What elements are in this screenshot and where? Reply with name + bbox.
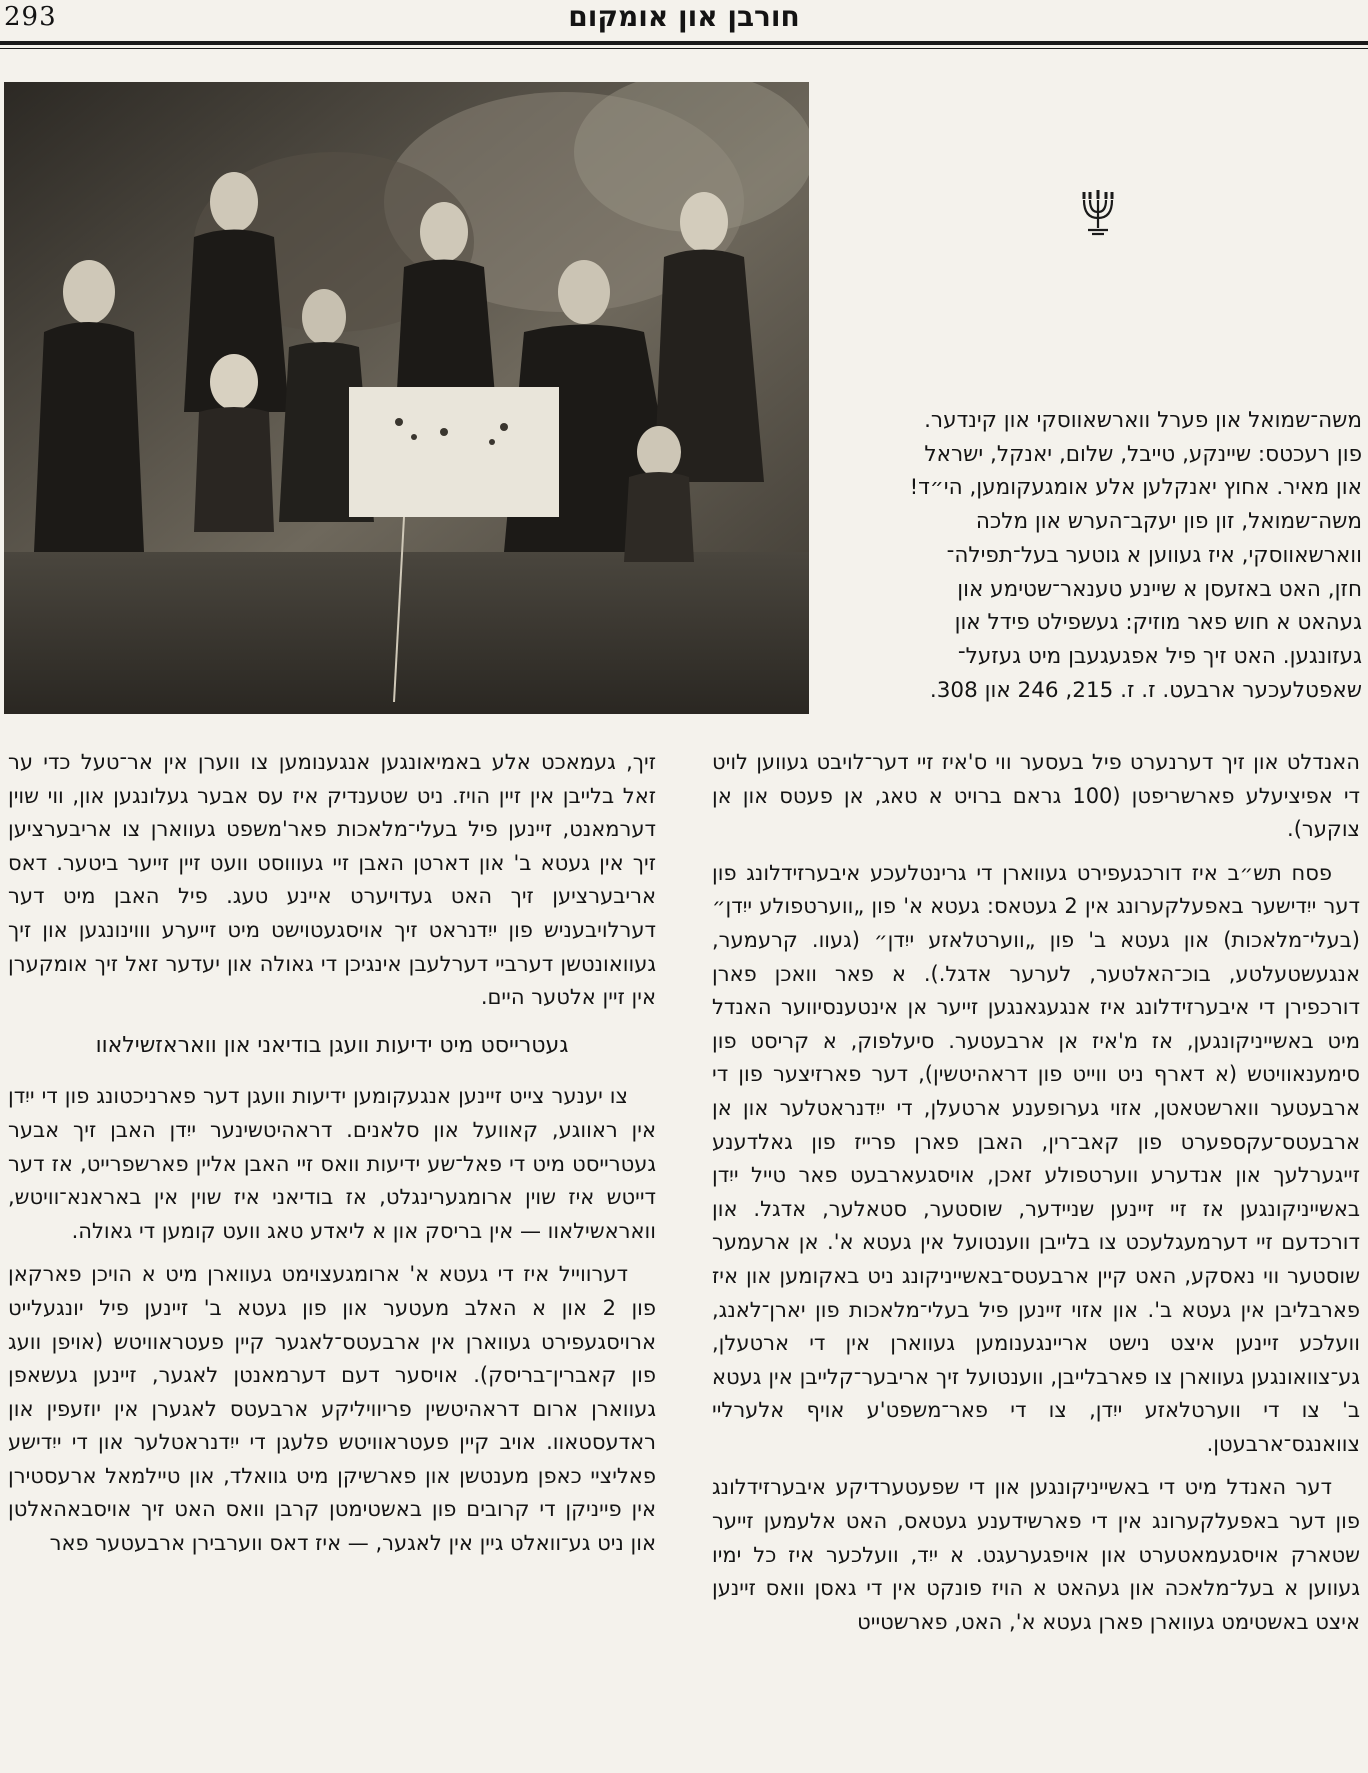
caption-line: ווארשאווסקי, איז געווען א גוטער בעל־תפילה־ xyxy=(946,542,1362,568)
caption-line: געהאט א חוש פאר מוזיק: געשפילט פידל און xyxy=(954,610,1362,636)
section-heading: געטרייסט מיט ידיעות וועגן בודיאני און וואראזשילאוו xyxy=(95,1032,569,1058)
caption-line: שאפטלעכער ארבעט. ז. ז. 215, 246 און 308. xyxy=(929,677,1362,703)
caption-line: משה־שמואל, זון פון יעקב־הערש און מלכה xyxy=(975,509,1362,535)
paragraph: צו יענער צייט זיינען אנגעקומען ידיעות וועגן דער פארניכטונג פון די ייִדן אין ראווגע, קאוועל און סלאנים. דראהיטשינער ייִדן האבן זיך אבער געטרייסט מיט די פאל־שע ידיעות וואס זיי האבן אליין פארשפרייט, אז דער דייטש איז שוין ארומגערינגלט, אז בודיאני איז שוין אין באראנא־וויטש, וואראשילאוו — אין בריסק און א ליאדע טאג וועט קומען די גאולה. xyxy=(8,1084,656,1243)
page-number: 293 xyxy=(4,2,57,32)
right-text-column xyxy=(712,746,1360,1649)
menorah-icon xyxy=(1078,190,1118,236)
left-text-column xyxy=(8,746,656,1571)
paragraph: זיך, געמאכט אלע באמיאונגען אנגענומען צו ווערן אין אר־טעל כדי ער זאל בלייבן אין זיין הויז. ניט שטענדיק איז עס אבער געלונגען און, ווי שוין דערמאנט, זיינען פיל בעלי־מלאכות פאר'משפט געווארן צו אריבערציען זיך אין געטא ב' און דארטן האבן זיי געוווסט וועט זיין זייער ביטער. דאס אריבערציען זיך האט געדויערט איינע טעג. פיל האבן מיט דער דערלויבעניש פון ייִדנראט זיך אויסגעטוישט מיט זייערע וווינונגען און זיך געוואונטשן דערביי דערלעבן אינגיכן די גאולה און יעדער זאל זיך אומקערן אין זיין אלטער היים. xyxy=(8,750,656,1010)
header-rule-thin xyxy=(0,48,1368,49)
paragraph: האנדלט און זיך דערנערט פיל בעסער ווי ס'איז זיי דער־לויבט געווען לויט די אפיציעלע פארשריפטן (100 גראם ברויט א טאג, אן פעטס און אן צוקער). xyxy=(712,750,1360,842)
paragraph: דערווייל איז די געטא א' ארומגעצוימט געווארן מיט א הויכן פארקאן פון 2 און א האלב מעטער און פון געטא ב' זיינען פיל יונגעלייט ארויסגעפירט געווארן אין ארבעטס־לאגער קיין פעטראוויטש (אויפן וועג פון קאברין־בריסק). אויסער דעם דערמאנטן לאגער, זיינען געשאפן געווארן ארום דראהיטשין פריוויליקע ארבעטס לאגערן אין יוזעפין און ראדעסטאוו. אויב קיין פעטראוויטש פלעגן די ייִדנראטלער און די ייִדישע פאליציי כאפן מענטשן און פארשיקן מיט גוואלד, און טיילמאל ארעסטירן אין פייניקן די קרובים פון באשטימטן קרבן וואס האט זיך אויסבאהאלטן און ניט גע־וואלט גיין אין לאגער, — איז דאס ווערבירן ארבעטער פאר xyxy=(8,1262,657,1556)
family-photo-drawing xyxy=(4,82,809,714)
caption-line: חזן, האט באזעסן א שיינע טענאר־שטימע און xyxy=(957,576,1362,602)
caption-line: פון רעכטס: שיינקע, טייבל, שלום, יאנקל, ישראל xyxy=(924,441,1362,467)
paragraph: פסח תש״ב איז דורכגעפירט געווארן די גרינטלעכע איבערזידלונג פון דער ייִדישער באפעלקערונג אין 2 געטאס: געטא א' פון „ווערטפולע ייִדן״ (בעלי־מלאכות) און געטא ב' פון „ווערטלאזע ייִדן״ (געוו. קרעמער, אנגעשטעלטע, בוכ־האלטער, לערער אדגל.). א פאר וואכן פארן דורכפירן די איבערזידלונג איז אנגעגאנגען זייער אן אינטענסיווער האנדל מיט באשייניקונגען, אז מ'איז אן ארבעטער. סיעלפוק, א קריסט פון סימענאוויטש (א דארף ניט ווייט פון דראהיטשין), דער פארזיצער פון די ארבעטער ווארשטאטן, אזוי גערופענע ארטעלן, די ייִדנראטלער און אן ארבעטס־עקספערט פון קאב־רין, האבן פארן פרייז פון גאלדענע זייגערלעך און אנדערע ווערטפולע זאכן, אויסגעארבעט פאר טייל ייִדן באשייניקונגען אז זיי זיינען שניידער, שוסטער, סטאלער, אדגל. און דורכדעם זיי דערמעגלעכט צו בלייבן ווענטועל אין געטא א'. אן ארעמער שוסטער ווי נאסקע, האט קיין ארבעטס־באשייניקונג ניט באקומען און איז פארבליבן אין געטא ב'. און אזוי זיינען פיל בעלי־מלאכות פון יארן־לאנג, וועלכע זיינען איצט נישט אריינגענומען געווארן אין די ארטעלן, גע־צוואונגען געווארן צו פארבלייבן, ווענטועל זיך אריבער־קלייבן אין געטא ב' צו די ווערטלאזע ייִדן, צו די פאר־משפט'ע אויף אלערליי צוואנגס־ארבעטן. xyxy=(712,860,1360,1456)
caption-line: געזונגען. האט זיך פיל אפגעגעבן מיט געזעל־ xyxy=(957,643,1362,669)
paragraph: דער האנדל מיט די באשייניקונגען און די שפעטערדיקע איבערזידלונג פון דער באפעלקערונג אין די פארשידענע געטאס, האט אלעמען זייער שטארק אויסגעמאטערט און אויפגערעגט. א ייִד, וועלכער איז כל ימיו געווען א בעל־מלאכה און געהאט א הויז פונקט אין די גאסן וואס זיינען איצט באשטימט געווארן פארן געטא א', האט, פארשטייט xyxy=(712,1475,1360,1634)
photo-caption xyxy=(832,404,1362,707)
running-title: חורבן און אומקום xyxy=(568,0,800,33)
caption-line: משה־שמואל און פערל ווארשאווסקי און קינדער. xyxy=(924,408,1362,433)
caption-line: און מאיר. אחוץ יאנקלען אלע אומגעקומען, הי״ד! xyxy=(909,475,1362,501)
family-photo xyxy=(4,82,809,714)
header-rule xyxy=(0,41,1368,45)
page-header xyxy=(0,0,1368,48)
